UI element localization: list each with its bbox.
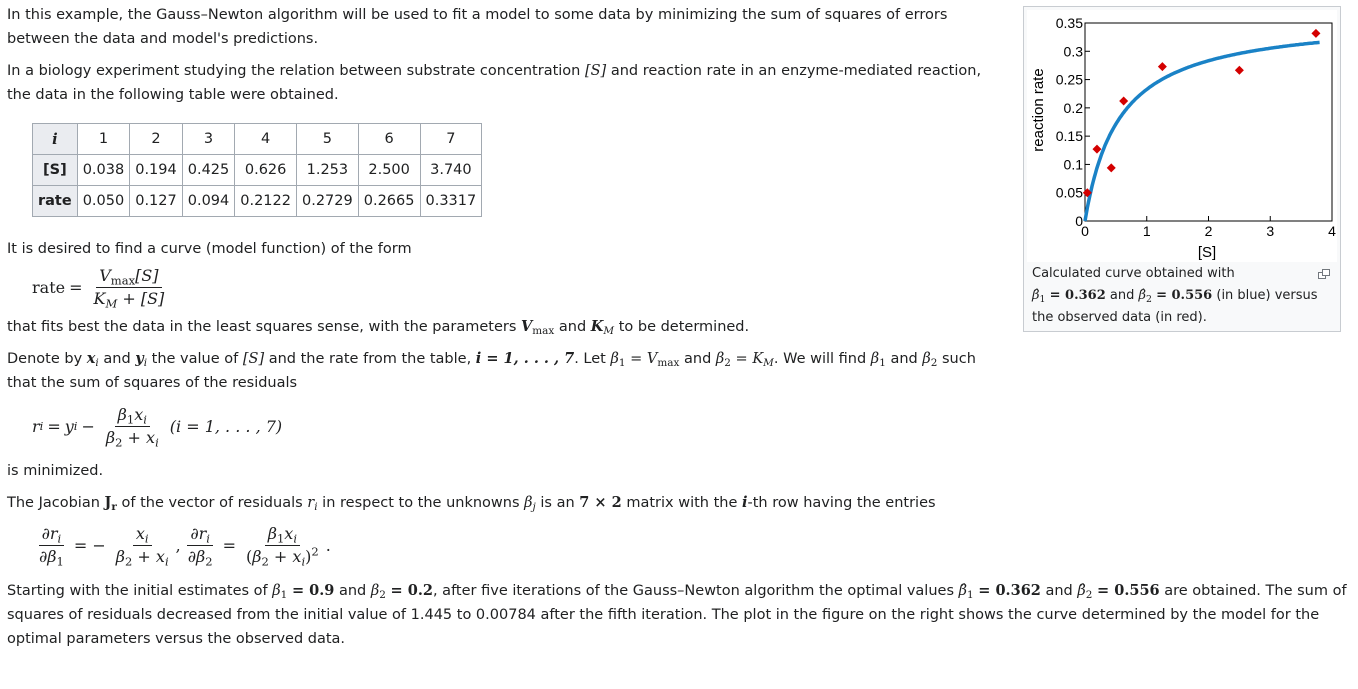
data-point — [1311, 29, 1320, 38]
paragraph-minimized: is minimized. — [7, 463, 104, 479]
table-cell: 2 — [130, 124, 183, 155]
x-tick-label: 0 — [1081, 223, 1089, 239]
data-point — [1119, 96, 1128, 105]
table-cell: 2.500 — [358, 155, 420, 186]
table-header-rate: rate — [33, 186, 78, 217]
table-cell: 5 — [297, 124, 359, 155]
fraction-model: $\frac{V_{max}[S]}{K_M + [S]}$ — [93, 265, 165, 310]
beta-hat-1: β̂ — [958, 583, 967, 599]
paragraph-intro: In this example, the Gauss–Newton algorithm will be used to fit a model to some data by minimizing the sum of squares of errors between the data and model's predictions. — [7, 7, 948, 47]
paragraph-denote: Denote by $x_i$ and $y_i$ the value of [S] and the rate from the table, i = 1, . . . , 7. Let $\beta_1 = V_{max}$ and $\beta_2 = K_M$. We will find $\beta_1$ and $\beta_2$ such that the sum of squares of the residuals — [7, 350, 976, 391]
y-tick-label: 0 — [1075, 213, 1083, 229]
x-tick-label: 2 — [1204, 223, 1213, 239]
table-cell: 0.2665 — [358, 186, 420, 217]
table-cell: 0.194 — [130, 155, 183, 186]
equation-jacobian: $\frac{\partial r_i}{\partial\beta_1}$ = − $\frac{x_i}{\beta_2 + x_i}$ , $\frac{\partial r_i}{\partial\beta_2}$ = $\frac{\beta_1x_i}{(\beta_2 + x_i)^2}$ . — [7, 515, 1007, 575]
data-table — [32, 123, 482, 217]
y-tick-label: 0.3 — [1063, 43, 1083, 60]
fraction-b1xi-over: $\frac{\beta_1x_i}{(\beta_2 + x_i)^2}$ — [246, 523, 319, 568]
data-points — [1083, 29, 1321, 197]
x-tick-label: 3 — [1266, 223, 1275, 239]
figure-image[interactable] — [1027, 10, 1337, 262]
table-row — [33, 124, 482, 155]
table-cell: 0.3317 — [420, 186, 482, 217]
fraction-xi-over: $\frac{x_i}{\beta_2 + x_i}$ — [115, 523, 169, 568]
table-cell: 0.094 — [182, 186, 235, 217]
y-tick-label: 0.2 — [1063, 99, 1083, 116]
x-tick-label: 1 — [1142, 223, 1151, 239]
equation-residual: r i = y i − $\frac{\beta_1x_i}{\beta_2 + x_i}$ (i = 1, . . . , 7) — [32, 404, 283, 449]
data-point — [1092, 145, 1101, 154]
x-tick-label: 4 — [1328, 223, 1336, 239]
table-row — [33, 155, 482, 186]
table-row — [33, 186, 482, 217]
y-tick-label: 0.15 — [1055, 128, 1083, 145]
paragraph-experiment: In a biology experiment studying the relation between substrate concentration [S] and reaction rate in an enzyme-mediated reaction, the data in the following table were obtained. — [7, 63, 982, 103]
paragraph-fit: that fits best the data in the least squares sense, with the parameters $V_{max}$ and $K_M$ to be determined. — [7, 318, 750, 338]
y-axis-label: reaction rate — [1030, 68, 1047, 152]
table-cell: 0.127 — [130, 186, 183, 217]
table-header-s: [S] — [33, 155, 78, 186]
table-cell: 0.2122 — [235, 186, 297, 217]
y-tick-label: 0.25 — [1055, 71, 1083, 88]
table-cell: 0.626 — [235, 155, 297, 186]
paragraph-result: Starting with the initial estimates of $\beta_1 = 0.9$ and $\beta_2 = 0.2$, after five iterations of the Gauss–Newton algorithm the optimal values $\betâ_1 = 0.362$ and $\betâ_2 = 0.556$ are obtained. The sum of squares of residuals decreased from the initial value of 1.445 to 0.00784 after the fifth iteration. The plot in the figure on the right shows the curve determined by the model for the optimal parameters versus the observed data. — [7, 582, 1347, 647]
fraction-residual: $\frac{\beta_1x_i}{\beta_2 + x_i}$ — [105, 404, 159, 449]
table-cell: 0.038 — [77, 155, 130, 186]
table-cell: 1.253 — [297, 155, 359, 186]
paragraph-jacobian: The Jacobian $J_r$ of the vector of residuals $r_i$ in respect to the unknowns $\beta_j$ is an 7 × 2 matrix with the i-th row having the entries — [7, 494, 936, 514]
y-tick-label: 0.05 — [1055, 184, 1083, 201]
fit-chart — [1027, 10, 1337, 262]
figure-caption: Calculated curve obtained with $\betâ_1 = 0.362$ and $\betâ_2 = 0.556$ (in blue) versus the observed data (in red). — [1032, 266, 1318, 325]
data-point — [1235, 66, 1244, 75]
table-header-i: i — [33, 124, 78, 155]
equation-model: rate = $\frac{V_{max}[S]}{K_M + [S]}$ — [7, 261, 1007, 313]
data-point — [1158, 62, 1167, 71]
table-cell: 0.2729 — [297, 186, 359, 217]
table-cell: 0.050 — [77, 186, 130, 217]
figure-thumbnail — [1023, 6, 1341, 332]
beta-hat-2: β̂ — [1077, 583, 1086, 599]
table-cell: 4 — [235, 124, 297, 155]
x-axis-label: [S] — [1197, 244, 1217, 261]
y-tick-label: 0.1 — [1063, 156, 1083, 173]
fraction-dr-db1: $\frac{\partial r_i}{\partial\beta_1}$ — [39, 523, 64, 568]
table-cell: 3 — [182, 124, 235, 155]
beta-hat-1: β̂ — [1032, 288, 1040, 303]
paragraph-curve-form: It is desired to find a curve (model function) of the form — [7, 241, 412, 257]
fraction-dr-db2: $\frac{\partial r_i}{\partial\beta_2}$ — [187, 523, 213, 568]
y-tick-label: 0.35 — [1055, 15, 1083, 31]
table-cell: 0.425 — [182, 155, 235, 186]
table-cell: 3.740 — [420, 155, 482, 186]
fit-curve — [1085, 42, 1320, 221]
plot-frame — [1085, 23, 1332, 221]
table-cell: 6 — [358, 124, 420, 155]
data-point — [1107, 163, 1116, 172]
beta-hat-2: β̂ — [1138, 288, 1146, 303]
table-cell: 1 — [77, 124, 130, 155]
table-cell: 7 — [420, 124, 482, 155]
chart-axes — [1056, 15, 1336, 239]
